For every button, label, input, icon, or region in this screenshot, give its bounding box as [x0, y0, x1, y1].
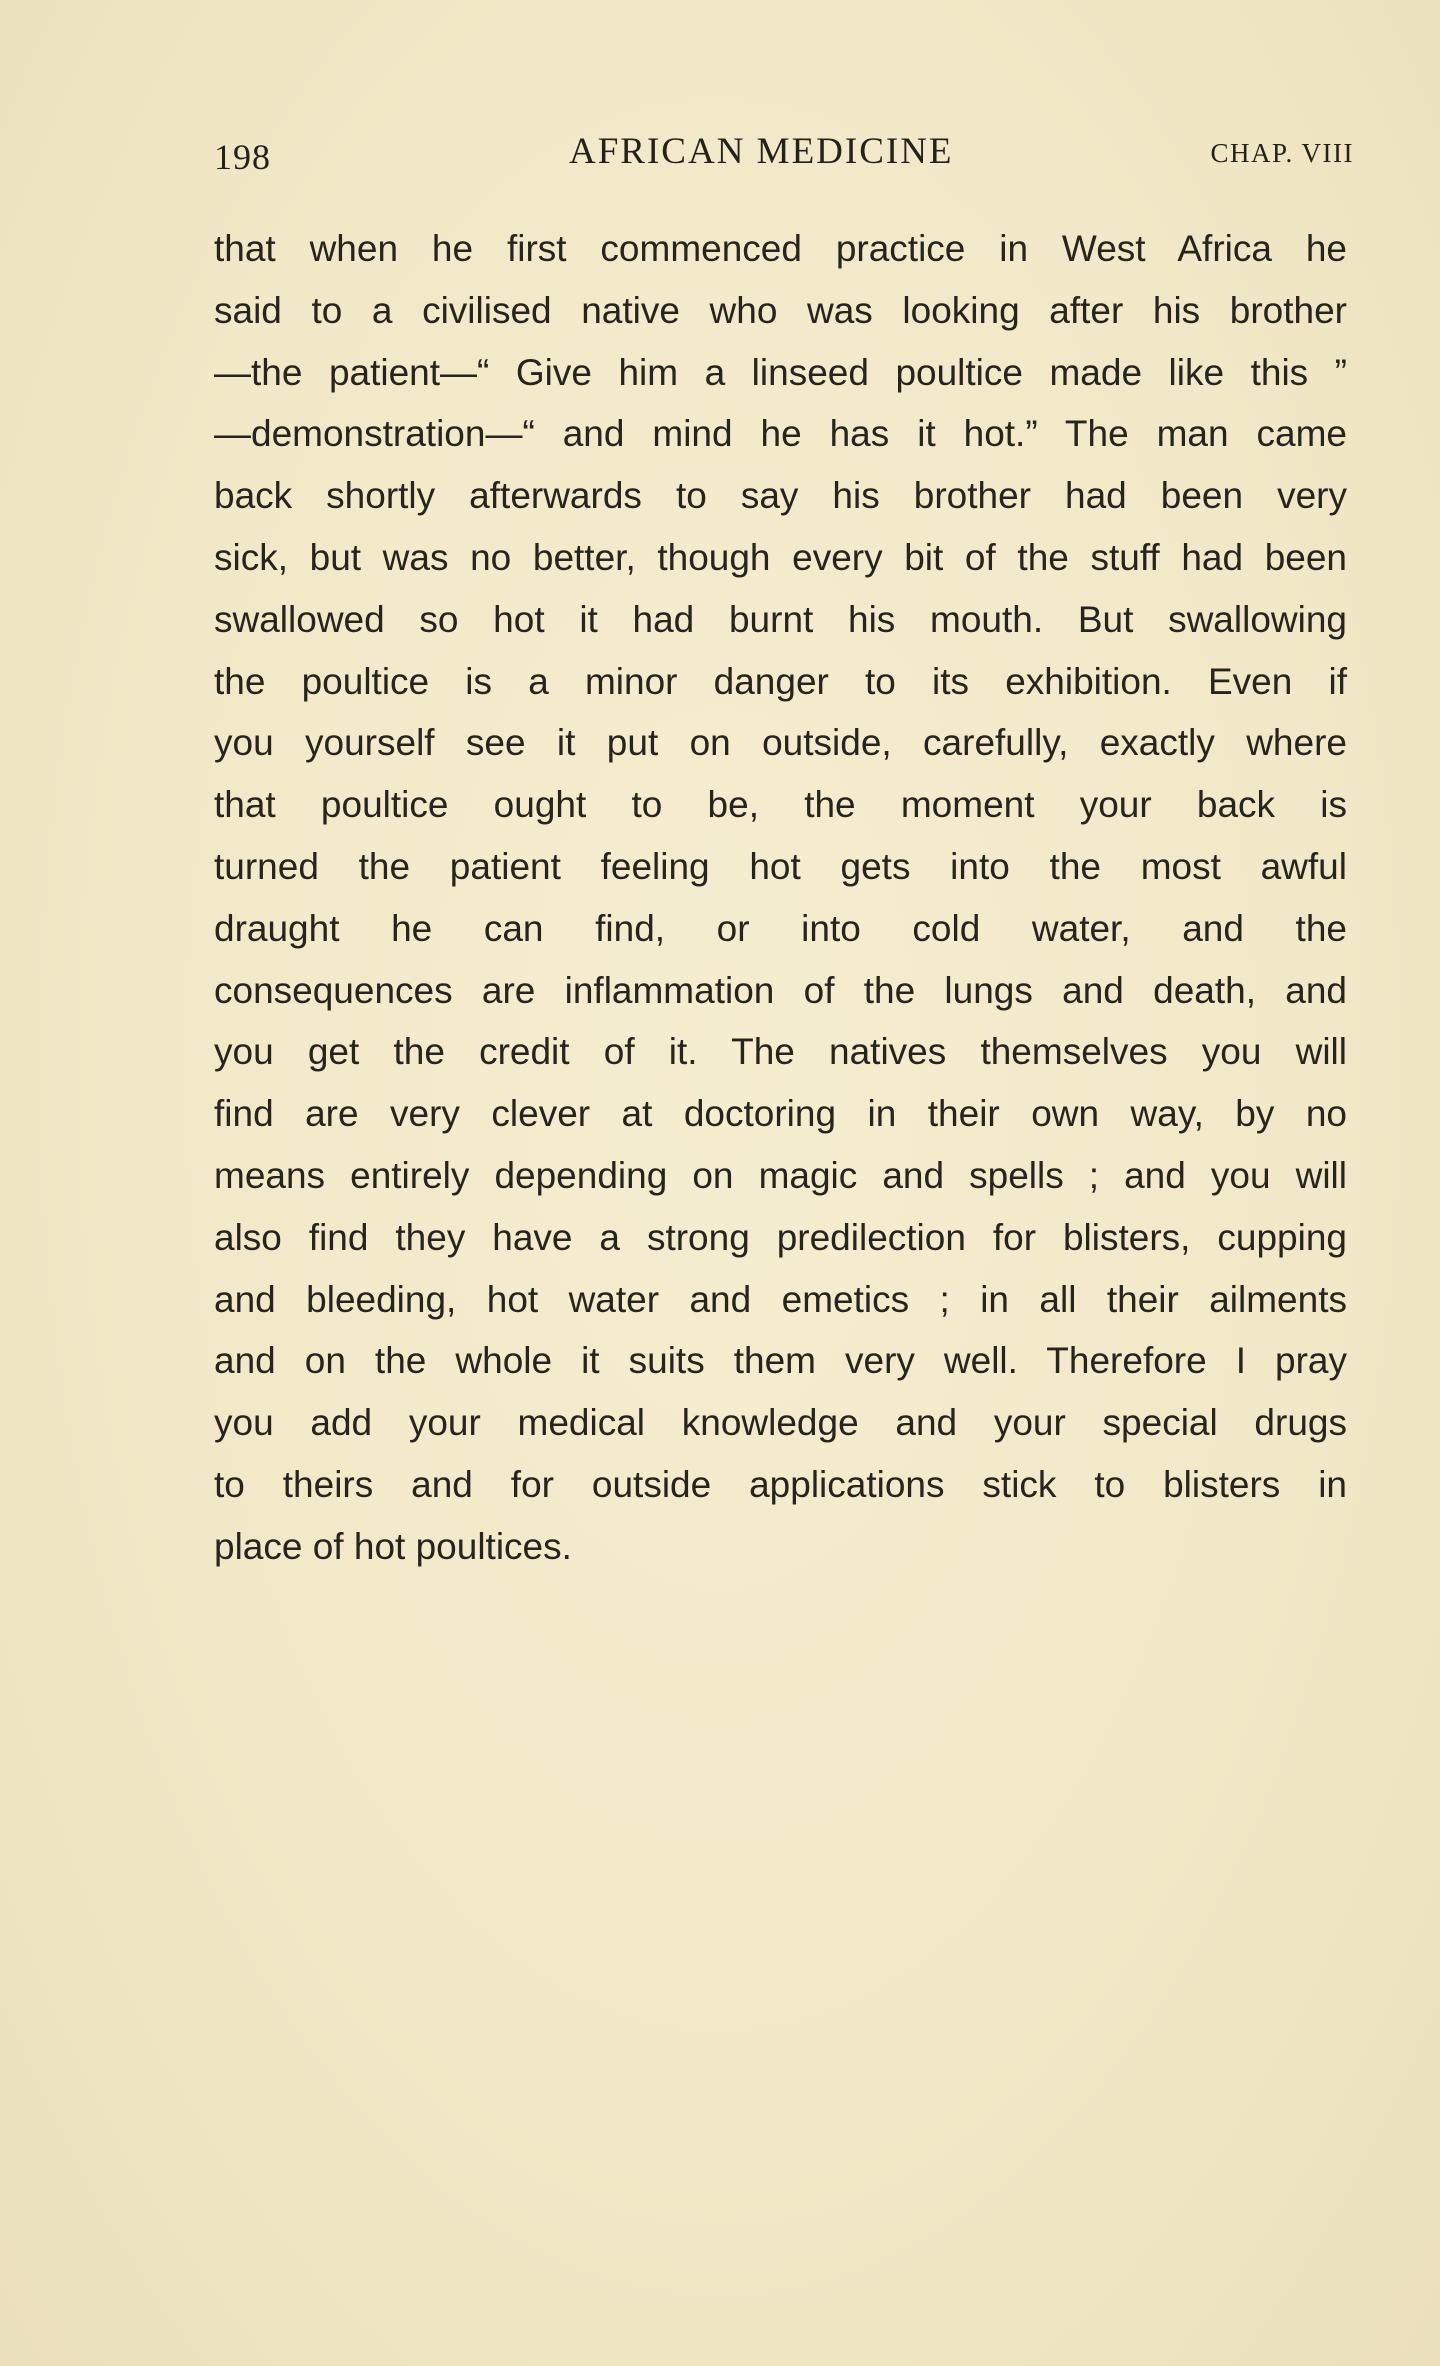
text-line: and bleeding, hot water and emetics ; in all their ailments — [214, 1278, 1347, 1320]
running-head — [214, 130, 1354, 180]
text-line: draught he can find, or into cold water, and the — [214, 907, 1347, 949]
page-number: 198 — [214, 137, 271, 177]
text-line: you get the credit of it. The natives themselves you will — [214, 1031, 1347, 1073]
text-line: that poultice ought to be, the moment your back is — [214, 784, 1347, 826]
text-line: said to a civilised native who was looking after his brother — [214, 289, 1347, 331]
text-line: —demonstration—“ and mind he has it hot.” The man came — [214, 413, 1347, 455]
text-line: you add your medical knowledge and your special drugs — [214, 1402, 1347, 1444]
text-line: —the patient—“ Give him a linseed poultice made like this ” — [214, 351, 1347, 393]
text-line: consequences are inflammation of the lungs and death, and — [214, 969, 1347, 1011]
body-text — [214, 218, 1347, 1578]
text-line: also find they have a strong predilection for blisters, cupping — [214, 1216, 1347, 1258]
text-line: sick, but was no better, though every bit of the stuff had been — [214, 536, 1347, 578]
text-line: turned the patient feeling hot gets into the most awful — [214, 845, 1347, 887]
text-line: and on the whole it suits them very well. Therefore I pray — [214, 1340, 1347, 1382]
chapter-reference: CHAP. VIII — [1210, 138, 1354, 168]
text-line-last: place of hot poultices. — [214, 1525, 572, 1567]
text-line: you yourself see it put on outside, carefully, exactly where — [214, 722, 1347, 764]
text-line: find are very clever at doctoring in their own way, by no — [214, 1093, 1347, 1135]
text-line: means entirely depending on magic and spells ; and you will — [214, 1154, 1347, 1196]
text-line: back shortly afterwards to say his brother had been very — [214, 475, 1347, 517]
text-line: to theirs and for outside applications stick to blisters in — [214, 1463, 1347, 1505]
running-title: AFRICAN MEDICINE — [569, 131, 954, 172]
text-line: swallowed so hot it had burnt his mouth. But swallowing — [214, 598, 1347, 640]
text-line: that when he first commenced practice in West Africa he — [214, 228, 1347, 269]
text-line: the poultice is a minor danger to its exhibition. Even if — [214, 660, 1347, 702]
